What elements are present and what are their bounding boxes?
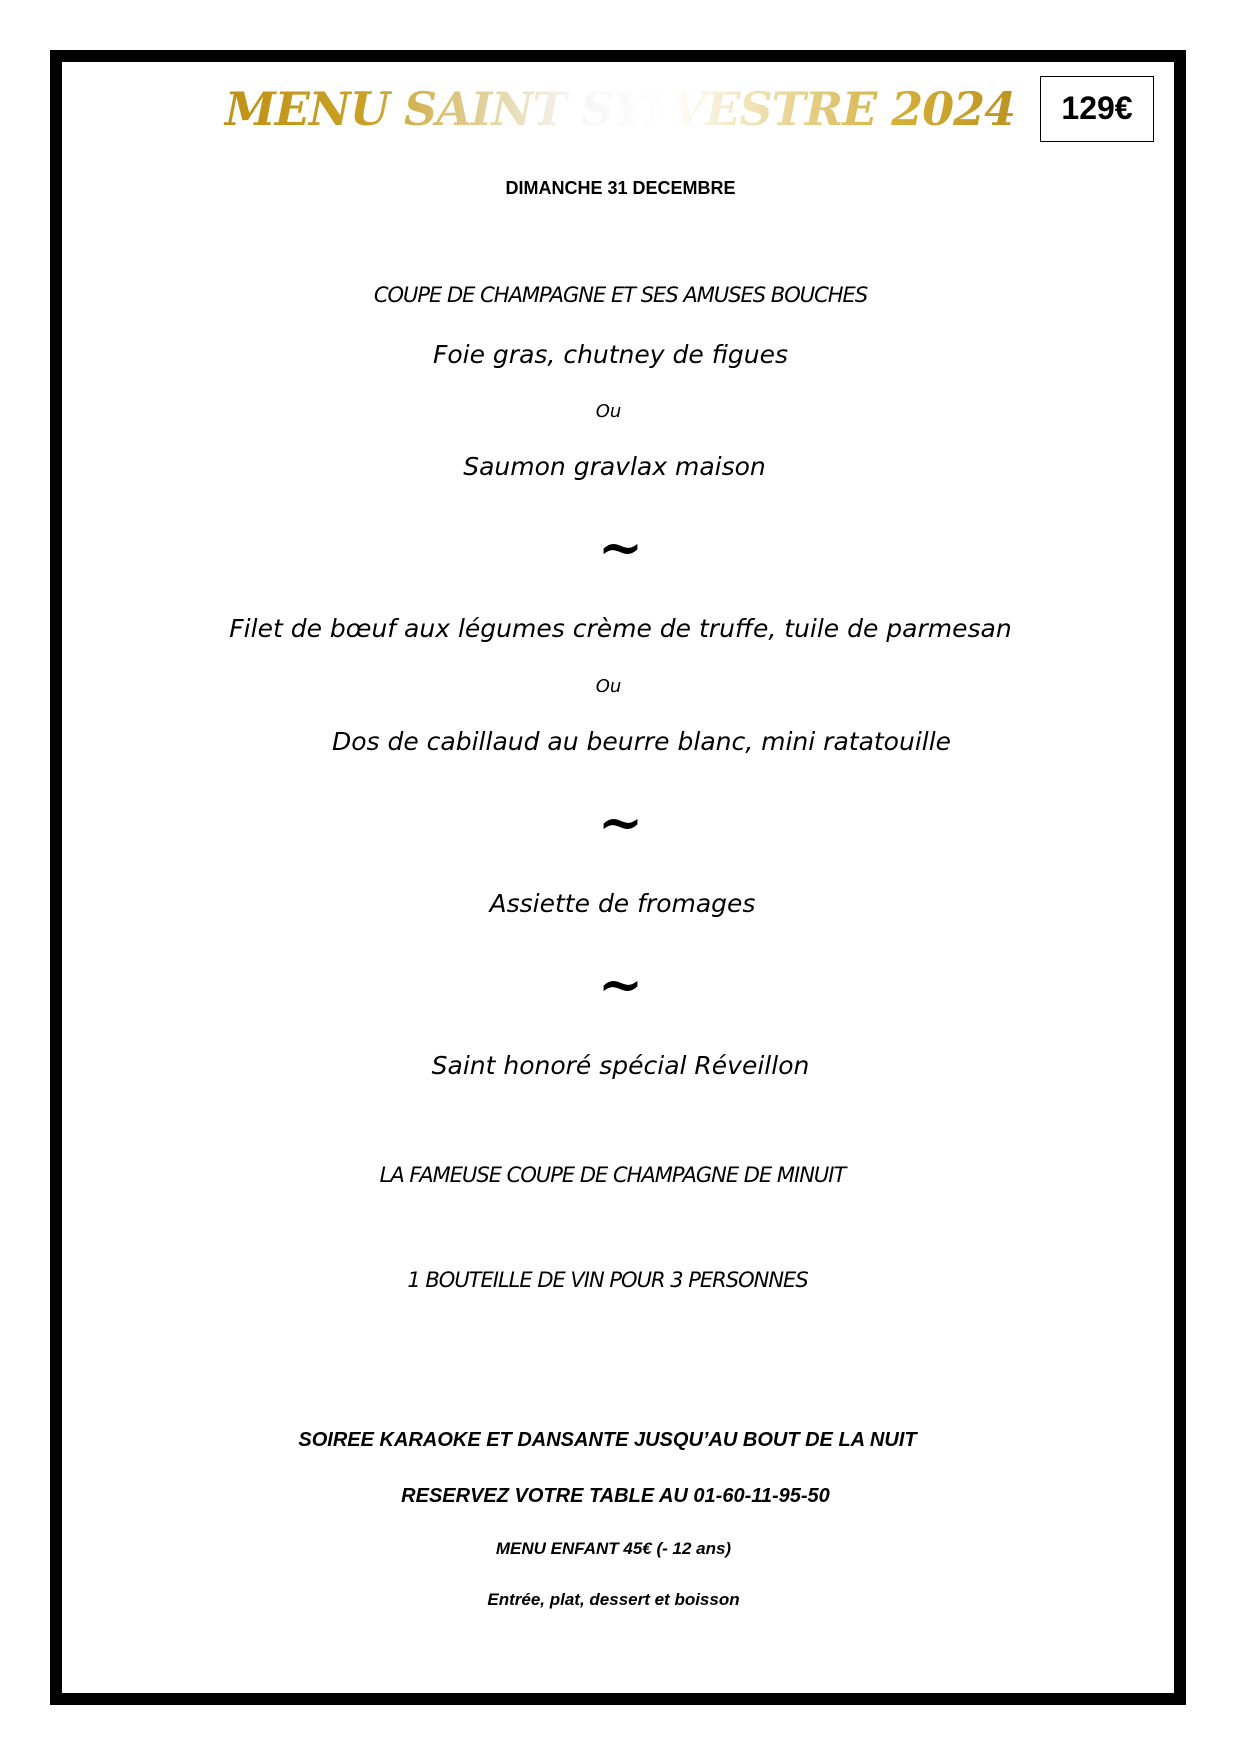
main-option-1: Filet de bœuf aux légumes crème de truffe, tuile de parmesan	[229, 614, 1012, 643]
main-option-2: Dos de cabillaud au beurre blanc, mini ratatouille	[331, 727, 952, 756]
course-separator-1: ~	[597, 515, 644, 579]
evening-info: SOIREE KARAOKE ET DANSANTE JUSQU’AU BOUT DE LA NUIT	[298, 1429, 917, 1451]
course-separator-2: ~	[597, 790, 644, 854]
kids-menu-detail: Entrée, plat, dessert et boisson	[487, 1590, 740, 1609]
or-separator-1: Ou	[595, 401, 622, 422]
menu-title: MENU SAINT SYLVESTRE 2024	[120, 82, 1120, 136]
starter-option-2: Saumon gravlax maison	[463, 452, 766, 481]
reservation-phone: RESERVEZ VOTRE TABLE AU 01-60-11-95-50	[401, 1485, 830, 1507]
kids-menu: MENU ENFANT 45€ (- 12 ans)	[495, 1539, 732, 1558]
price-box: 129€	[1040, 76, 1154, 142]
event-date: DIMANCHE 31 DECEMBRE	[505, 178, 736, 198]
wine-offer: 1 BOUTEILLE DE VIN POUR 3 PERSONNES	[407, 1268, 808, 1292]
starter-option-1: Foie gras, chutney de figues	[432, 340, 788, 369]
dessert-course: Saint honoré spécial Réveillon	[431, 1051, 810, 1080]
or-separator-2: Ou	[595, 676, 622, 697]
cheese-course: Assiette de fromages	[489, 889, 756, 918]
course-separator-3: ~	[597, 952, 644, 1016]
aperitif-line: COUPE DE CHAMPAGNE ET SES AMUSES BOUCHES	[373, 283, 868, 307]
midnight-champagne: LA FAMEUSE COUPE DE CHAMPAGNE DE MINUIT	[379, 1163, 846, 1187]
